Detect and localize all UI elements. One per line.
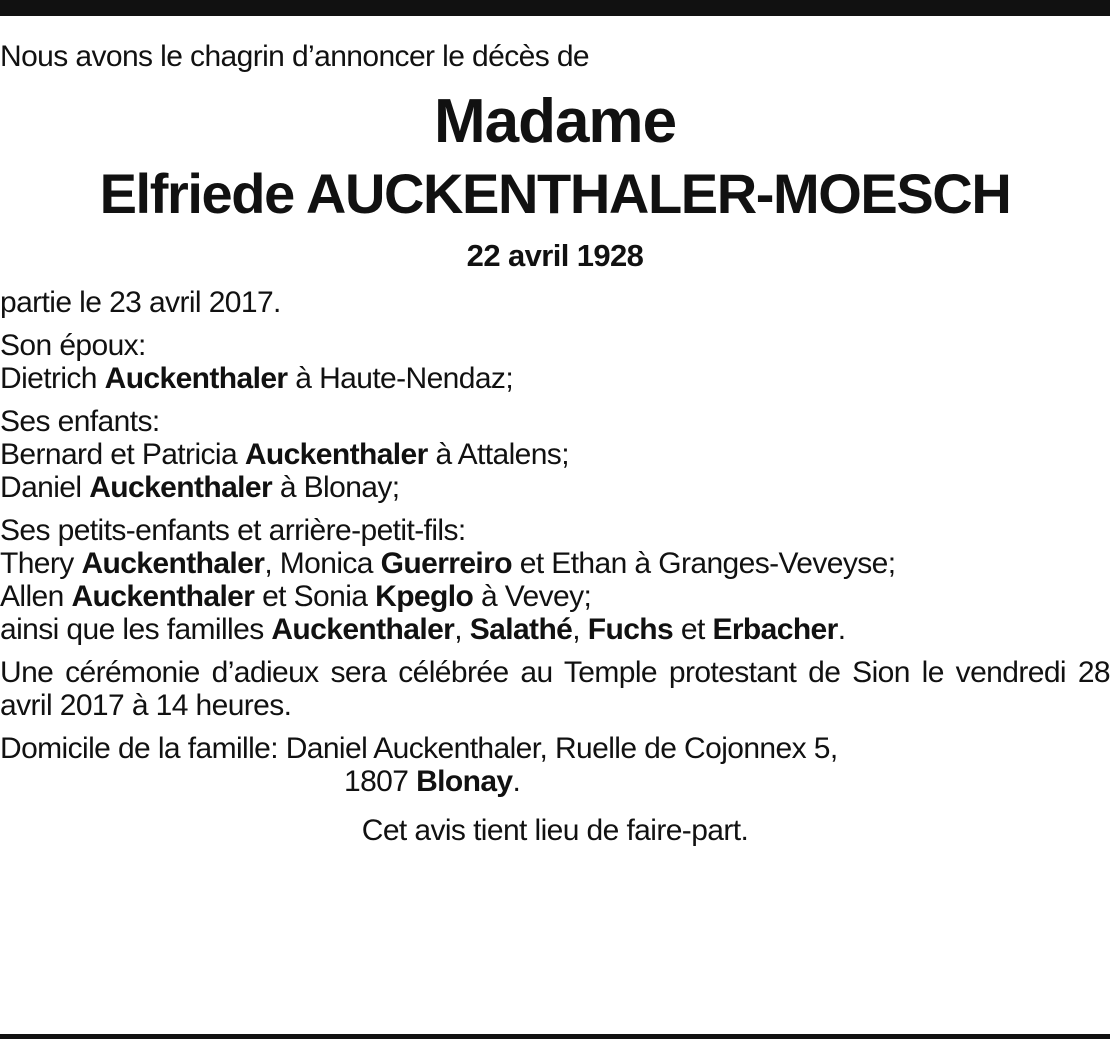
grandchild-rest: et Ethan à Granges-Veveyse; (519, 547, 896, 580)
child-place: à Blonay; (279, 471, 400, 504)
spouse-entry (0, 362, 1110, 395)
children-section (0, 405, 1110, 504)
family-name: Fuchs (587, 613, 674, 646)
families-comma: , (454, 613, 462, 646)
top-rule (0, 0, 1110, 16)
grandchildren-entry (0, 580, 1110, 613)
ceremony-text: Une cérémonie d’adieux sera célébrée au Temple protestant de Sion le vendredi 28 avril 2017 à 14 heures. (0, 656, 1110, 722)
grandchild-surname: Auckenthaler (81, 547, 265, 580)
grandchildren-heading: Ses petits-enfants et arrière-petit-fils: (0, 514, 466, 547)
domicile-line: Domicile de la famille: Daniel Auckenthaler, Ruelle de Cojonnex 5, (0, 732, 838, 765)
families-and: et (680, 613, 705, 646)
child-place: à Attalens; (435, 438, 569, 471)
children-heading: Ses enfants: (0, 405, 160, 438)
domicile-end: . (512, 765, 521, 798)
postcode: 1807 (344, 765, 409, 798)
child-entry (0, 438, 1110, 471)
family-name: Auckenthaler (271, 613, 455, 646)
families-end: . (837, 613, 846, 646)
honorific: Madame (433, 87, 677, 156)
death-notice (0, 40, 1110, 847)
family-name: Salathé (469, 613, 573, 646)
families-line (0, 613, 1110, 646)
spouse-section (0, 329, 1110, 395)
spouse-place: à Haute-Nendaz; (295, 362, 514, 395)
closing-note: Cet avis tient lieu de faire-part. (361, 814, 749, 847)
spouse-surname: Auckenthaler (104, 362, 288, 395)
grandchildren-entry (0, 547, 1110, 580)
families-prefix: ainsi que les familles (0, 613, 264, 646)
grandchild-surname: Kpeglo (375, 580, 474, 613)
child-first-names: Bernard et Patricia (0, 438, 238, 471)
grandchildren-section (0, 514, 1110, 646)
grandchild-surname: Auckenthaler (71, 580, 255, 613)
grandchild-separator: , Monica (264, 547, 373, 580)
domicile-section (0, 732, 1110, 798)
birth-date: 22 avril 1928 (466, 238, 644, 273)
child-surname: Auckenthaler (89, 471, 273, 504)
death-date-line: partie le 23 avril 2017. (0, 286, 281, 319)
grandchild-first-name: Thery (0, 547, 74, 580)
grandchild-rest: à Vevey; (480, 580, 592, 613)
child-surname: Auckenthaler (244, 438, 428, 471)
deceased-name: Elfriede AUCKENTHALER-MOESCH (99, 162, 1011, 225)
family-name: Erbacher (712, 613, 838, 646)
child-entry (0, 471, 1110, 504)
families-comma: , (572, 613, 580, 646)
grandchild-surname: Guerreiro (380, 547, 512, 580)
grandchild-first-name: Allen (0, 580, 64, 613)
child-first-names: Daniel (0, 471, 82, 504)
town: Blonay (416, 765, 513, 798)
intro-text: Nous avons le chagrin d’annoncer le décès de (0, 40, 589, 73)
spouse-first-name: Dietrich (0, 362, 97, 395)
domicile-locality (0, 765, 1110, 798)
grandchild-separator: et Sonia (262, 580, 368, 613)
spouse-heading: Son époux: (0, 329, 146, 362)
bottom-rule (0, 1034, 1110, 1039)
